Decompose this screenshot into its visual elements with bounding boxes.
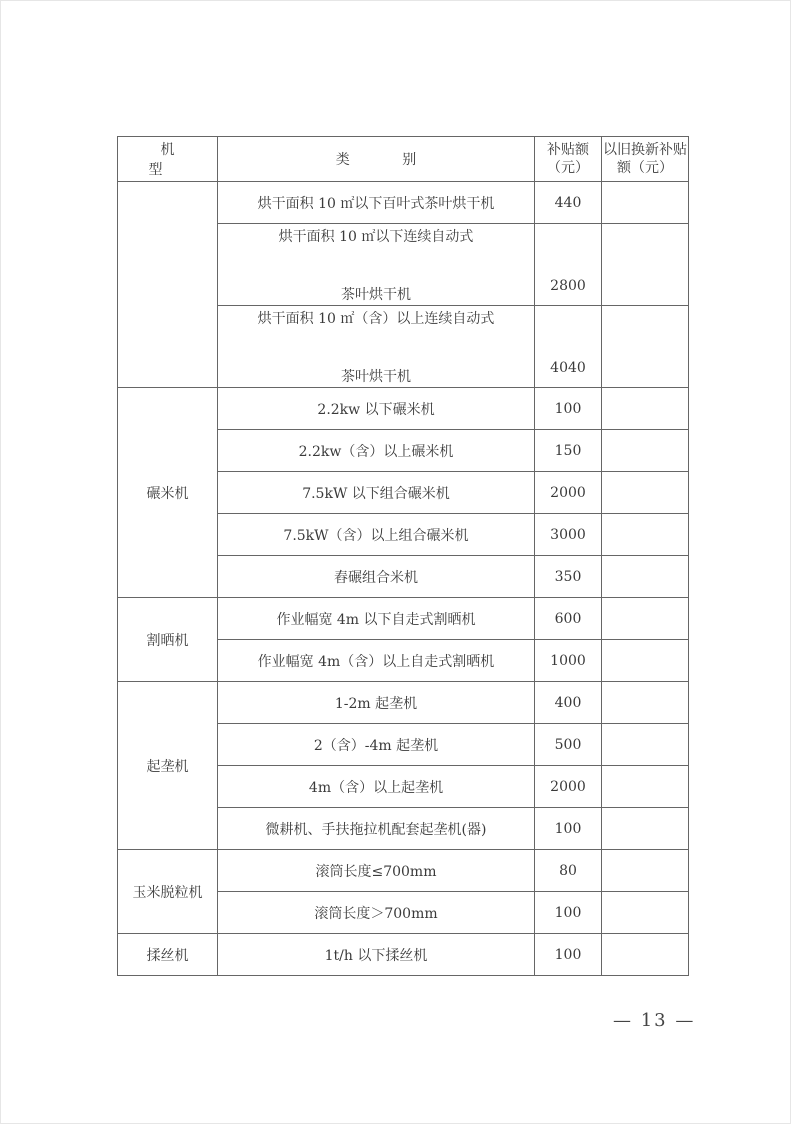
trade-in-cell <box>602 598 689 640</box>
category-line: 茶叶烘干机 <box>341 286 411 303</box>
subsidy-cell: 2000 <box>535 766 602 808</box>
model-cell: 割晒机 <box>118 598 218 682</box>
subsidy-cell: 350 <box>535 556 602 598</box>
subsidy-cell: 80 <box>535 850 602 892</box>
subsidy-cell: 400 <box>535 682 602 724</box>
table-row <box>118 388 689 430</box>
model-cell <box>118 182 218 388</box>
subsidy-cell: 100 <box>535 388 602 430</box>
table-header-row <box>118 137 689 182</box>
header-category: 类 别 <box>218 137 535 182</box>
category-cell: 1t/h 以下揉丝机 <box>218 934 535 976</box>
category-line: 烘干面积 10 ㎡（含）以上连续自动式 <box>257 310 495 327</box>
trade-in-cell <box>602 850 689 892</box>
category-cell: 滚筒长度＞700mm <box>218 892 535 934</box>
category-cell: 2（含）-4m 起垄机 <box>218 724 535 766</box>
table-row <box>118 934 689 976</box>
trade-in-cell <box>602 640 689 682</box>
trade-in-cell <box>602 514 689 556</box>
table-row <box>118 850 689 892</box>
model-cell: 碾米机 <box>118 388 218 598</box>
subsidy-cell: 4040 <box>535 306 602 388</box>
subsidy-cell: 2000 <box>535 472 602 514</box>
table-row <box>118 598 689 640</box>
subsidy-cell: 100 <box>535 808 602 850</box>
subsidy-cell: 440 <box>535 182 602 224</box>
trade-in-cell <box>602 892 689 934</box>
trade-in-cell <box>602 682 689 724</box>
subsidy-cell: 500 <box>535 724 602 766</box>
category-cell: 作业幅宽 4m（含）以上自走式割晒机 <box>218 640 535 682</box>
subsidy-cell: 2800 <box>535 224 602 306</box>
header-model: 机 型 <box>118 137 218 182</box>
subsidy-cell: 150 <box>535 430 602 472</box>
category-cell: 2.2kw（含）以上碾米机 <box>218 430 535 472</box>
trade-in-cell <box>602 182 689 224</box>
category-cell: 4m（含）以上起垄机 <box>218 766 535 808</box>
category-cell: 7.5kW 以下组合碾米机 <box>218 472 535 514</box>
category-line: 茶叶烘干机 <box>341 368 411 385</box>
category-line: 烘干面积 10 ㎡以下连续自动式 <box>278 228 474 245</box>
category-cell <box>218 306 535 388</box>
trade-in-cell <box>602 724 689 766</box>
trade-in-cell <box>602 224 689 306</box>
category-cell: 作业幅宽 4m 以下自走式割晒机 <box>218 598 535 640</box>
subsidy-table <box>117 136 689 976</box>
trade-in-cell <box>602 766 689 808</box>
category-cell: 烘干面积 10 ㎡以下百叶式茶叶烘干机 <box>218 182 535 224</box>
subsidy-cell: 3000 <box>535 514 602 556</box>
category-cell: 2.2kw 以下碾米机 <box>218 388 535 430</box>
table-row <box>118 182 689 224</box>
header-subsidy: 补贴额（元） <box>535 137 602 182</box>
trade-in-cell <box>602 472 689 514</box>
category-cell: 微耕机、手扶拖拉机配套起垄机(器) <box>218 808 535 850</box>
subsidy-cell: 100 <box>535 892 602 934</box>
category-cell: 舂碾组合米机 <box>218 556 535 598</box>
model-cell: 起垄机 <box>118 682 218 850</box>
header-trade-in: 以旧换新补贴额（元） <box>602 137 689 182</box>
subsidy-cell: 600 <box>535 598 602 640</box>
category-cell: 7.5kW（含）以上组合碾米机 <box>218 514 535 556</box>
category-cell: 1-2m 起垄机 <box>218 682 535 724</box>
trade-in-cell <box>602 306 689 388</box>
subsidy-cell: 100 <box>535 934 602 976</box>
trade-in-cell <box>602 556 689 598</box>
category-cell <box>218 224 535 306</box>
trade-in-cell <box>602 430 689 472</box>
category-cell: 滚筒长度≤700mm <box>218 850 535 892</box>
subsidy-cell: 1000 <box>535 640 602 682</box>
page-number: — 13 — <box>613 1010 696 1031</box>
table-row <box>118 682 689 724</box>
trade-in-cell <box>602 388 689 430</box>
trade-in-cell <box>602 808 689 850</box>
model-cell: 揉丝机 <box>118 934 218 976</box>
trade-in-cell <box>602 934 689 976</box>
model-cell: 玉米脱粒机 <box>118 850 218 934</box>
